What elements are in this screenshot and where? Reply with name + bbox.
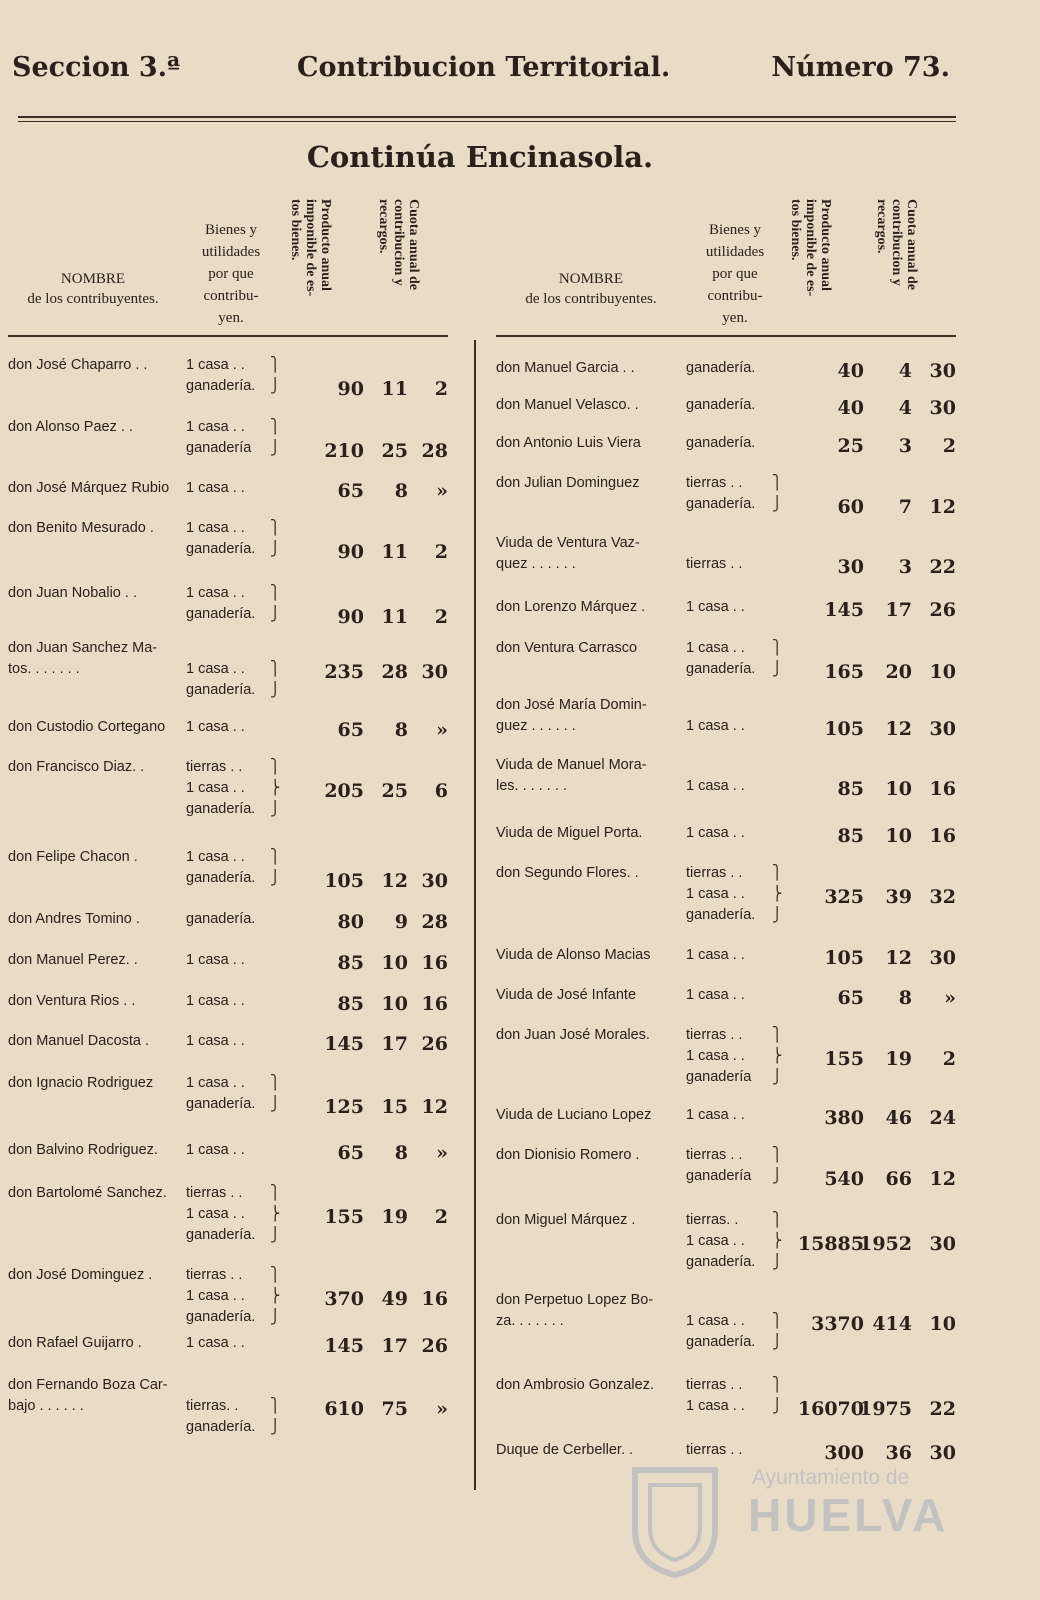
column-header-producto-right: Producto anual imponible de es- tos bienes. [788, 199, 833, 297]
cuota-fraction-value: 26 [929, 599, 956, 621]
contributor-name: don Manuel Dacosta . [8, 1033, 150, 1049]
contributor-name: don Antonio Luis Viera [496, 435, 641, 451]
brace-glyph: ⎫ ⎭ [270, 1398, 281, 1435]
property-type: 1 casa . . ganadería. [186, 520, 256, 557]
producto-value: 80 [337, 911, 364, 933]
page-subtitle: Continúa Encinasola. [306, 140, 654, 174]
contributor-name: don Lorenzo Márquez . [496, 599, 646, 615]
contributor-name: don Ventura Rios . . [8, 993, 136, 1009]
producto-value: 145 [324, 1335, 364, 1357]
producto-value: 105 [824, 947, 864, 969]
cuota-fraction-value: 2 [942, 435, 956, 457]
contributor-name: don Juan Nobalio . . [8, 585, 137, 601]
cuota-fraction-value: 30 [929, 360, 956, 382]
column-header-bienes: Bienes y utilidades por que contribu- yen. [201, 222, 261, 326]
cuota-fraction-value: 6 [434, 780, 448, 802]
cuota-fraction-value: 16 [421, 952, 448, 974]
cuota-fraction-value: 30 [421, 870, 448, 892]
cuota-fraction-value: » [944, 987, 956, 1009]
cuota-value: 4 [898, 397, 912, 419]
property-type: 1 casa . . [686, 718, 745, 734]
property-type: 1 casa . . [186, 993, 245, 1009]
contributor-name: don Felipe Chacon . [8, 849, 138, 865]
brace-glyph: ⎫ ⎭ [270, 419, 281, 456]
producto-value: 540 [824, 1168, 864, 1190]
cuota-value: 7 [898, 496, 912, 518]
cuota-fraction-value: 16 [421, 1288, 448, 1310]
cuota-fraction-value: » [436, 719, 448, 741]
cuota-value: 11 [381, 378, 408, 400]
property-type: 1 casa . . ganadería. [186, 661, 256, 698]
property-type: tierras . . ganadería. [686, 475, 756, 512]
brace-glyph: ⎫ ⎭ [270, 357, 281, 394]
contributor-name: don Andres Tomino . [8, 911, 140, 927]
property-type: 1 casa . . [186, 1335, 245, 1351]
brace-glyph: ⎫ ⎬ ⎭ [270, 1267, 281, 1325]
producto-value: 3370 [811, 1313, 864, 1335]
producto-value: 60 [837, 496, 864, 518]
property-type: 1 casa . . ganadería. [686, 640, 756, 677]
property-type: 1 casa . . [186, 719, 245, 735]
cuota-fraction-value: 30 [929, 947, 956, 969]
cuota-fraction-value: 12 [929, 1168, 956, 1190]
producto-value: 85 [337, 952, 364, 974]
cuota-fraction-value: 28 [421, 911, 448, 933]
contributor-name: don José María Domin- guez . . . . . . [496, 697, 647, 734]
property-type: ganadería. [686, 397, 756, 413]
brace-glyph: ⎫ ⎭ [772, 1377, 783, 1414]
cuota-fraction-value: 2 [434, 541, 448, 563]
property-type: tierras . . 1 casa . . ganadería [686, 1027, 752, 1085]
section-label: Seccion 3.ª [12, 52, 181, 83]
producto-value: 16070 [797, 1398, 864, 1420]
property-type: 1 casa . . ganadería [186, 419, 252, 456]
cuota-value: 8 [394, 1142, 408, 1164]
contributor-name: don Fernando Boza Car- bajo . . . . . . [8, 1377, 168, 1414]
watermark-line1: Ayuntamiento de [752, 1466, 910, 1489]
cuota-fraction-value: 16 [421, 993, 448, 1015]
column-divider [474, 340, 476, 1490]
producto-value: 65 [337, 480, 364, 502]
cuota-fraction-value: 10 [929, 1313, 956, 1335]
contributor-name: Viuda de Manuel Mora- les. . . . . . . [496, 757, 647, 794]
property-type: 1 casa . . [686, 825, 745, 841]
producto-value: 125 [324, 1096, 364, 1118]
cuota-value: 19 [381, 1206, 408, 1228]
brace-glyph: ⎫ ⎬ ⎭ [772, 865, 783, 923]
producto-value: 610 [324, 1398, 364, 1420]
contributor-name: don Segundo Flores. . [496, 865, 639, 881]
producto-value: 380 [824, 1107, 864, 1129]
cuota-value: 25 [381, 780, 408, 802]
cuota-value: 9 [394, 911, 408, 933]
cuota-fraction-value: 26 [421, 1335, 448, 1357]
watermark-line2: HUELVA [748, 1489, 949, 1541]
producto-value: 90 [337, 541, 364, 563]
producto-value: 65 [337, 719, 364, 741]
producto-value: 205 [324, 780, 364, 802]
cuota-value: 20 [885, 661, 912, 683]
property-type: 1 casa . . ganadería. [186, 585, 256, 622]
cuota-fraction-value: 22 [929, 556, 956, 578]
property-type: 1 casa . . [686, 947, 745, 963]
cuota-value: 15 [381, 1096, 408, 1118]
cuota-fraction-value: » [436, 480, 448, 502]
contributor-name: don José Márquez Rubio [8, 480, 170, 496]
cuota-fraction-value: » [436, 1142, 448, 1164]
cuota-value: 1952 [859, 1233, 912, 1255]
cuota-value: 66 [885, 1168, 912, 1190]
property-type: tierras . . 1 casa . . [686, 1377, 745, 1414]
column-header-name: NOMBRE de los contribuyentes. [27, 271, 159, 307]
producto-value: 155 [324, 1206, 364, 1228]
cuota-fraction-value: 2 [434, 606, 448, 628]
producto-value: 25 [837, 435, 864, 457]
property-type: tierras . . [686, 556, 743, 572]
cuota-value: 8 [394, 719, 408, 741]
property-type: ganadería. [686, 435, 756, 451]
cuota-fraction-value: 30 [929, 1442, 956, 1464]
cuota-fraction-value: 30 [929, 718, 956, 740]
producto-value: 235 [324, 661, 364, 683]
left-column [8, 195, 448, 1435]
cuota-value: 11 [381, 541, 408, 563]
contributor-name: don Juan José Morales. [496, 1027, 650, 1043]
header-rule [18, 116, 956, 118]
right-column [496, 195, 956, 1464]
producto-value: 210 [324, 440, 364, 462]
property-type: tierras. . 1 casa . . ganadería. [686, 1212, 756, 1270]
document-title: Contribucion Territorial. [297, 52, 671, 83]
contributor-name: don Alonso Paez . . [8, 419, 133, 435]
property-type: tierras . . ganadería [686, 1147, 752, 1184]
producto-value: 40 [837, 360, 864, 382]
cuota-value: 28 [381, 661, 408, 683]
producto-value: 90 [337, 606, 364, 628]
cuota-fraction-value: 26 [421, 1033, 448, 1055]
cuota-fraction-value: 16 [929, 778, 956, 800]
cuota-value: 17 [381, 1033, 408, 1055]
contributor-name: don Francisco Diaz. . [8, 759, 145, 775]
cuota-fraction-value: 10 [929, 661, 956, 683]
cuota-value: 12 [885, 947, 912, 969]
property-type: 1 casa . . [186, 480, 245, 496]
property-type: 1 casa . . ganadería. [186, 357, 256, 394]
cuota-value: 12 [885, 718, 912, 740]
property-type: tierras . . [686, 1442, 743, 1458]
producto-value: 300 [824, 1442, 864, 1464]
property-type: 1 casa . . ganadería. [186, 1075, 256, 1112]
cuota-value: 3 [898, 435, 912, 457]
producto-value: 85 [837, 778, 864, 800]
cuota-value: 19 [885, 1048, 912, 1070]
cuota-value: 17 [381, 1335, 408, 1357]
brace-glyph: ⎫ ⎭ [772, 640, 783, 677]
property-type: 1 casa . . [686, 778, 745, 794]
brace-glyph: ⎫ ⎭ [270, 661, 281, 698]
brace-glyph: ⎫ ⎭ [270, 1075, 281, 1112]
producto-value: 165 [824, 661, 864, 683]
coat-of-arms-icon [620, 1460, 730, 1580]
contributor-name: don Perpetuo Lopez Bo- za. . . . . . . [496, 1292, 654, 1329]
cuota-value: 46 [885, 1107, 912, 1129]
contributor-name: don Rafael Guijarro . [8, 1335, 142, 1351]
contributor-name: don Manuel Velasco. . [496, 397, 639, 413]
contributor-name: don Ventura Carrasco [496, 640, 638, 656]
cuota-value: 10 [381, 993, 408, 1015]
brace-glyph: ⎫ ⎭ [270, 520, 281, 557]
column-header-producto: Producto anual imponible de es- tos bienes. [288, 199, 333, 297]
cuota-fraction-value: 2 [942, 1048, 956, 1070]
contributor-name: don Dionisio Romero . [496, 1147, 640, 1163]
contributor-name: don Benito Mesurado . [8, 520, 154, 536]
property-type: 1 casa . . ganadería. [186, 849, 256, 886]
cuota-fraction-value: 30 [929, 397, 956, 419]
property-type: ganadería. [186, 911, 256, 927]
producto-value: 65 [337, 1142, 364, 1164]
cuota-value: 8 [394, 480, 408, 502]
cuota-value: 12 [381, 870, 408, 892]
cuota-fraction-value: 32 [929, 886, 956, 908]
cuota-value: 8 [898, 987, 912, 1009]
property-type: 1 casa . . [186, 952, 245, 968]
cuota-value: 1975 [859, 1398, 912, 1420]
brace-glyph: ⎫ ⎬ ⎭ [270, 759, 281, 817]
contributor-name: don Miguel Márquez . [496, 1212, 636, 1228]
producto-value: 105 [324, 870, 364, 892]
property-type: tierras . . 1 casa . . ganadería. [186, 1185, 256, 1243]
column-header-cuota-right: Cuota anual de contribucion y recargos. [874, 199, 919, 291]
column-header-name-right: NOMBRE de los contribuyentes. [525, 271, 657, 307]
producto-value: 30 [837, 556, 864, 578]
cuota-value: 10 [381, 952, 408, 974]
property-type: 1 casa . . [686, 599, 745, 615]
producto-value: 90 [337, 378, 364, 400]
producto-value: 105 [824, 718, 864, 740]
property-type: tierras. . ganadería. [186, 1398, 256, 1435]
producto-value: 370 [324, 1288, 364, 1310]
contributor-name: don Custodio Cortegano [8, 719, 166, 735]
contributor-name: Viuda de Ventura Vaz- quez . . . . . . [496, 535, 640, 572]
cuota-value: 36 [885, 1442, 912, 1464]
page-number: Número 73. [771, 52, 950, 83]
cuota-fraction-value: » [436, 1398, 448, 1420]
page-header [12, 52, 950, 102]
cuota-fraction-value: 30 [929, 1233, 956, 1255]
brace-glyph: ⎫ ⎭ [772, 1147, 783, 1184]
producto-value: 85 [337, 993, 364, 1015]
cuota-fraction-value: 22 [929, 1398, 956, 1420]
brace-glyph: ⎫ ⎭ [270, 849, 281, 886]
cuota-value: 10 [885, 778, 912, 800]
cuota-value: 11 [381, 606, 408, 628]
contributor-name: don Ignacio Rodriguez [8, 1075, 154, 1091]
contributor-name: don Manuel Perez. . [8, 952, 138, 968]
producto-value: 145 [824, 599, 864, 621]
property-type: ganadería. [686, 360, 756, 376]
cuota-value: 39 [885, 886, 912, 908]
contributor-name: don Manuel Garcia . . [496, 360, 635, 376]
producto-value: 65 [837, 987, 864, 1009]
cuota-value: 414 [872, 1313, 912, 1335]
contributor-name: don Bartolomé Sanchez. [8, 1185, 167, 1201]
cuota-value: 3 [898, 556, 912, 578]
contributor-name: Viuda de Miguel Porta. [496, 825, 643, 841]
brace-glyph: ⎫ ⎬ ⎭ [772, 1027, 783, 1085]
cuota-fraction-value: 16 [929, 825, 956, 847]
cuota-fraction-value: 24 [929, 1107, 956, 1129]
cuota-fraction-value: 2 [434, 1206, 448, 1228]
cuota-value: 4 [898, 360, 912, 382]
property-type: tierras . . 1 casa . . ganadería. [186, 1267, 256, 1325]
contributor-name: don Ambrosio Gonzalez. [496, 1377, 654, 1393]
cuota-value: 10 [885, 825, 912, 847]
cuota-fraction-value: 28 [421, 440, 448, 462]
producto-value: 145 [324, 1033, 364, 1055]
property-type: 1 casa . . [686, 987, 745, 1003]
contributor-name: Viuda de Luciano Lopez [496, 1107, 652, 1123]
brace-glyph: ⎫ ⎬ ⎭ [270, 1185, 281, 1243]
cuota-value: 25 [381, 440, 408, 462]
property-type: tierras . . 1 casa . . ganadería. [686, 865, 756, 923]
brace-glyph: ⎫ ⎭ [772, 1313, 783, 1350]
producto-value: 40 [837, 397, 864, 419]
cuota-value: 49 [381, 1288, 408, 1310]
contributor-name: don Balvino Rodriguez. [8, 1142, 158, 1158]
brace-glyph: ⎫ ⎬ ⎭ [772, 1212, 783, 1270]
property-type: 1 casa . . [686, 1107, 745, 1123]
producto-value: 325 [824, 886, 864, 908]
brace-glyph: ⎫ ⎭ [270, 585, 281, 622]
cuota-value: 75 [381, 1398, 408, 1420]
cuota-value: 17 [885, 599, 912, 621]
header-rule-thin [18, 121, 956, 122]
contributor-name: Duque de Cerbeller. . [496, 1442, 634, 1458]
contributor-name: Viuda de José Infante [496, 987, 637, 1003]
cuota-fraction-value: 12 [929, 496, 956, 518]
brace-glyph: ⎫ ⎭ [772, 475, 783, 512]
column-header-bienes-right: Bienes y utilidades por que contribu- yen. [705, 222, 765, 326]
contributor-name: don Juan Sanchez Ma- tos. . . . . . . [8, 640, 158, 677]
cuota-fraction-value: 30 [421, 661, 448, 683]
producto-value: 85 [837, 825, 864, 847]
property-type: 1 casa . . [186, 1142, 245, 1158]
right-table-header [496, 195, 956, 337]
contributor-name: don Julian Dominguez [496, 475, 640, 491]
property-type: 1 casa . . ganadería. [686, 1313, 756, 1350]
column-header-cuota: Cuota anual de contribucion y recargos. [376, 199, 421, 291]
watermark [620, 1460, 1020, 1580]
property-type: tierras . . 1 casa . . ganadería. [186, 759, 256, 817]
cuota-fraction-value: 12 [421, 1096, 448, 1118]
cuota-fraction-value: 2 [434, 378, 448, 400]
producto-value: 155 [824, 1048, 864, 1070]
producto-value: 15885 [797, 1233, 864, 1255]
contributor-name: don José Dominguez . [8, 1267, 153, 1283]
left-table-header [8, 195, 448, 337]
contributor-name: don José Chaparro . . [8, 357, 148, 373]
property-type: 1 casa . . [186, 1033, 245, 1049]
contributor-name: Viuda de Alonso Macias [496, 947, 651, 963]
